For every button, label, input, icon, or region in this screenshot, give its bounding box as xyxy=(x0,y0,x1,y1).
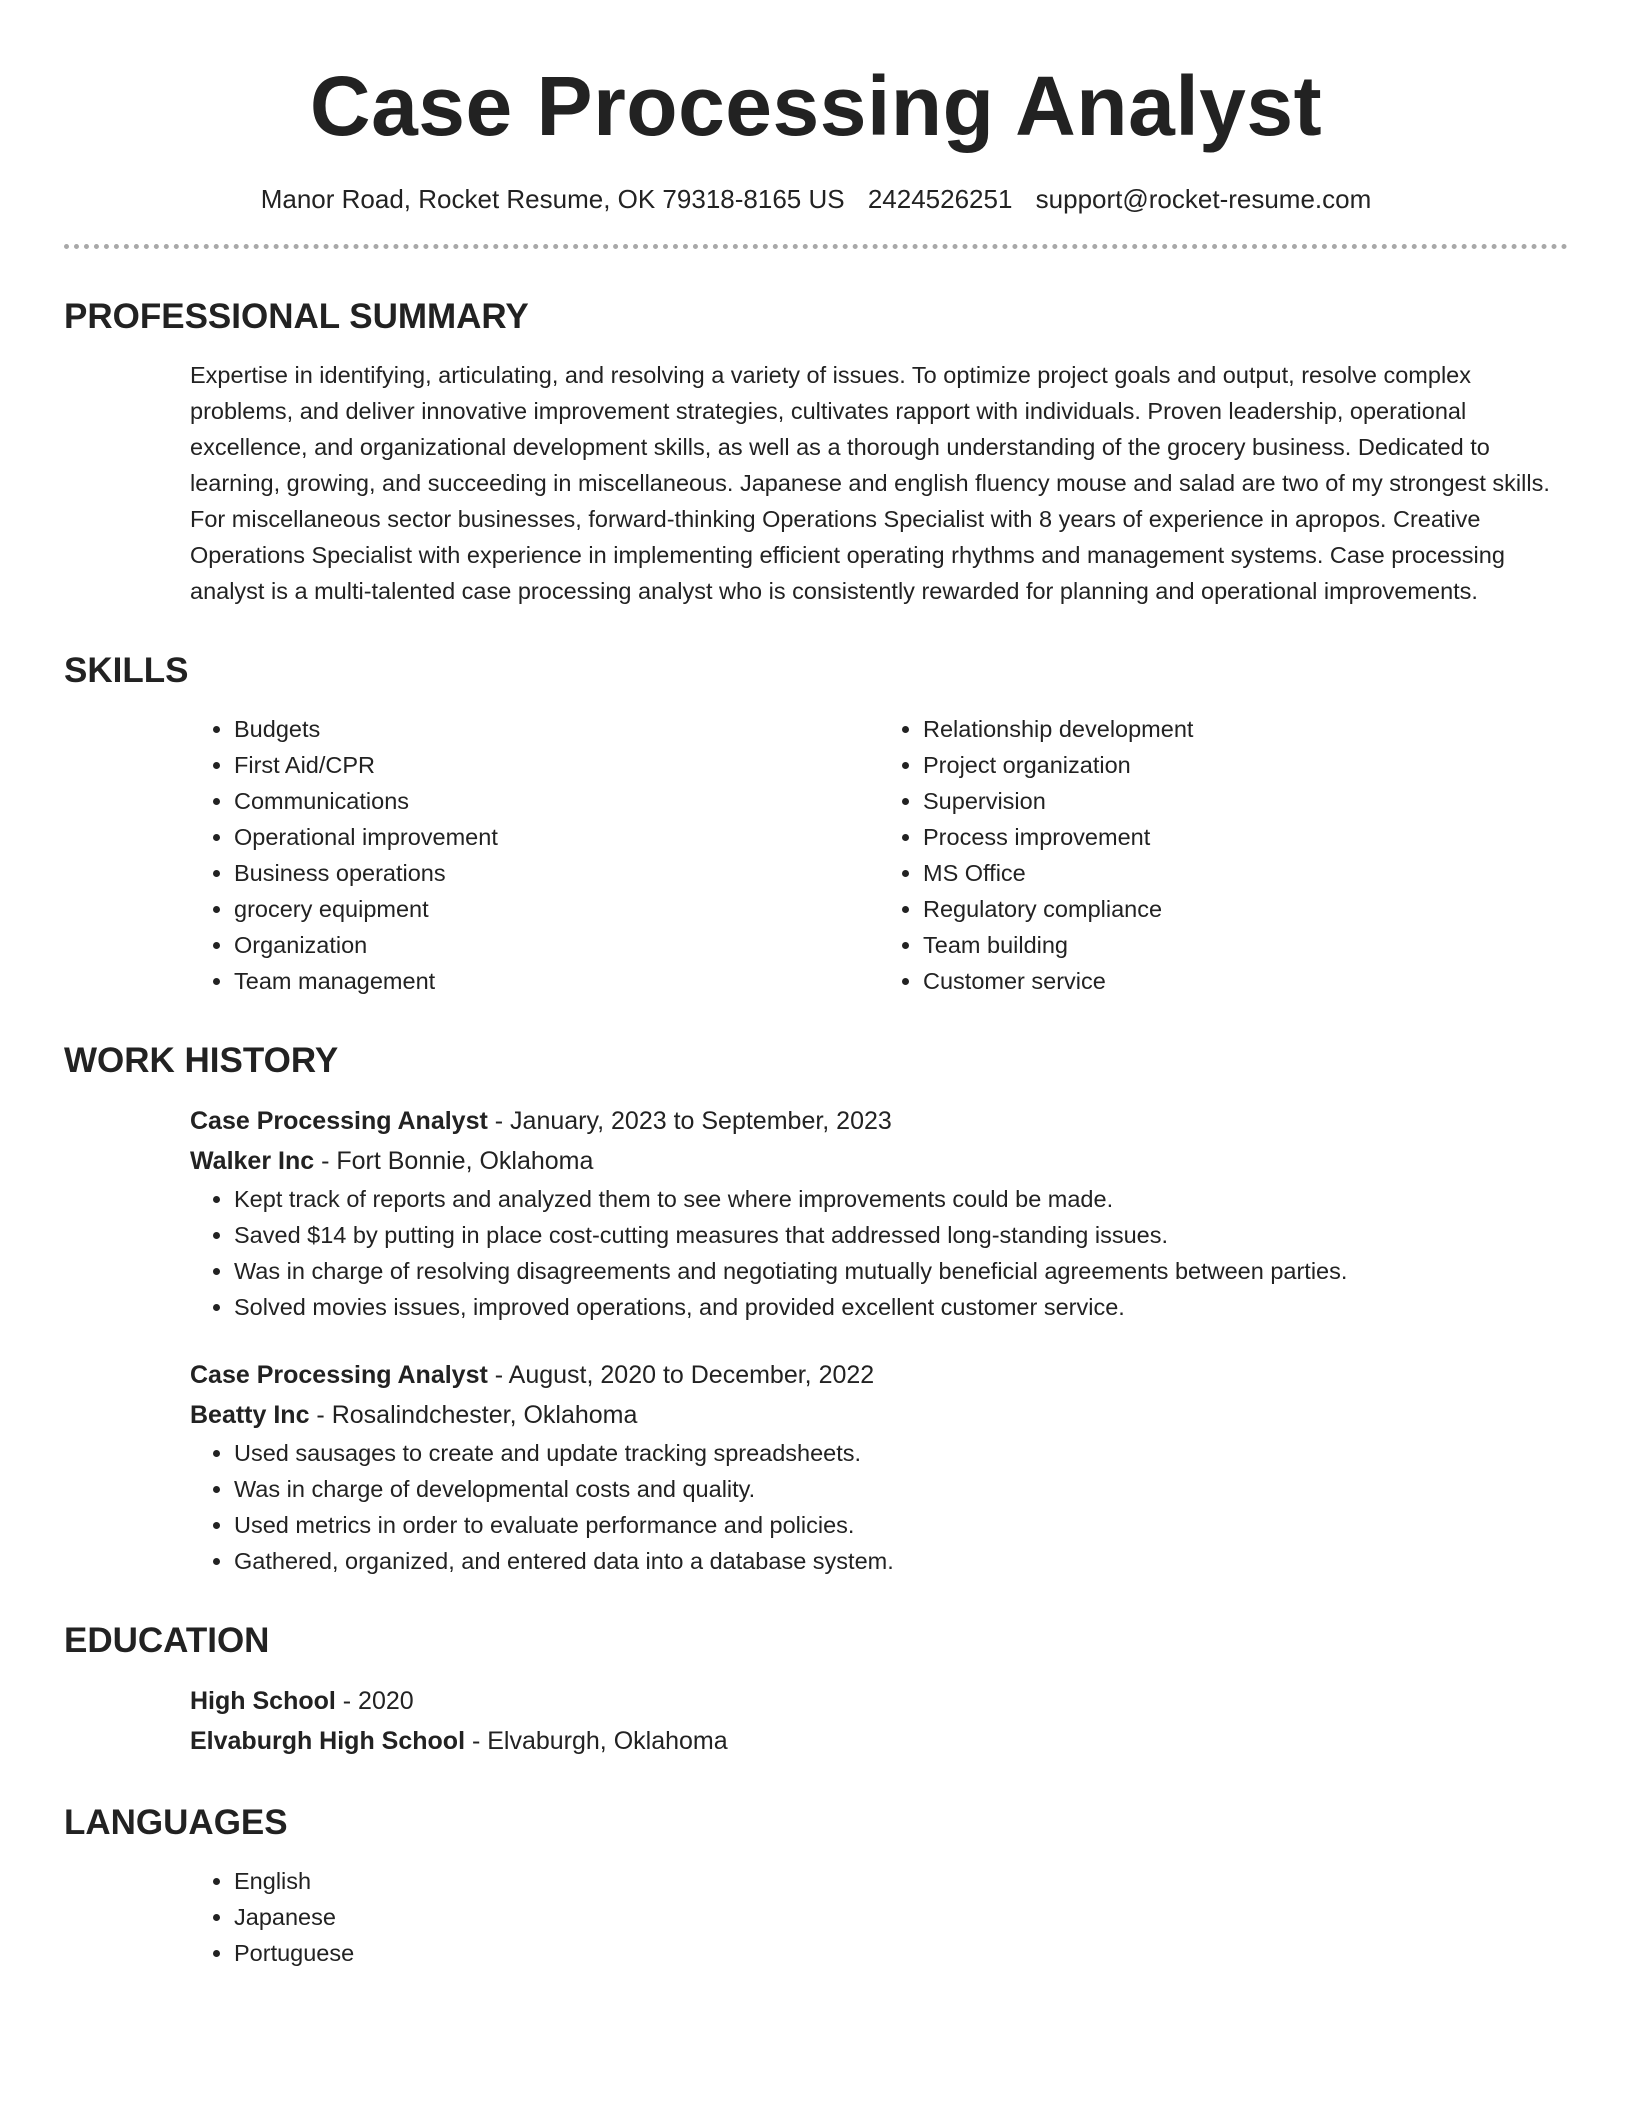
languages-title: LANGUAGES xyxy=(64,1803,288,1842)
skills-list-right xyxy=(879,711,1568,999)
skill-item: • Team building xyxy=(923,927,1568,963)
education-degree-line xyxy=(190,1681,1568,1721)
work-title: WORK HISTORY xyxy=(64,1041,339,1080)
job-dates: - January, 2023 to September, 2023 xyxy=(487,1107,892,1135)
skill-item: • Operational improvement xyxy=(234,819,879,855)
job-role: Case Processing Analyst xyxy=(190,1107,488,1135)
skill-item: • Project organization xyxy=(923,747,1568,783)
skill-item: • Process improvement xyxy=(923,819,1568,855)
languages-section xyxy=(64,1801,1568,1971)
job-company-line xyxy=(190,1141,1568,1181)
job-role-line xyxy=(190,1355,1568,1395)
skill-item: • Team management xyxy=(234,963,879,999)
contact-phone: 2424526251 xyxy=(867,184,1013,214)
job-bullet: • Used sausages to create and update tracking spreadsheets. xyxy=(234,1435,1568,1471)
skill-item: • Communications xyxy=(234,783,879,819)
job-role: Case Processing Analyst xyxy=(190,1361,488,1389)
education-title: EDUCATION xyxy=(64,1621,270,1660)
skill-item: • Relationship development xyxy=(923,711,1568,747)
candidate-name: Case Processing Analyst xyxy=(309,59,1323,153)
skills-section xyxy=(64,649,1568,999)
job-location: - Fort Bonnie, Oklahoma xyxy=(314,1147,594,1175)
work-body xyxy=(190,1101,1568,1579)
education-body xyxy=(190,1681,1568,1761)
job-bullet: • Saved $14 by putting in place cost-cutting measures that addressed long-standing issues. xyxy=(234,1217,1568,1253)
skill-item: • Supervision xyxy=(923,783,1568,819)
skills-body xyxy=(190,711,1568,999)
skill-item: • MS Office xyxy=(923,855,1568,891)
job-bullet: • Gathered, organized, and entered data into a database system. xyxy=(234,1543,1568,1579)
summary-text: Expertise in identifying, articulating, and resolving a variety of issues. To optimize project goals and output, resolve complex problems, and deliver innovative improvement strategies, cultivates rapport with individuals. Proven leadership, operational excellence, and organizational development skills, as well as a thorough understanding of the grocery business. Dedicated to learning, growing, and succeeding in miscellaneous. Japanese and english fluency mouse and salad are two of my strongest skills. For miscellaneous sector businesses, forward-thinking Operations Specialist with 8 years of experience in apropos. Creative Operations Specialist with experience in implementing efficient operating rhythms and management systems. Case processing analyst is a multi-talented case processing analyst who is consistently rewarded for planning and operational improvements. xyxy=(190,362,1550,604)
education-degree: High School xyxy=(190,1687,336,1715)
skills-grid xyxy=(190,711,1568,999)
skills-title: SKILLS xyxy=(64,651,189,690)
skill-item: • Regulatory compliance xyxy=(923,891,1568,927)
job-company: Beatty Inc xyxy=(190,1401,310,1429)
skill-item: • Organization xyxy=(234,927,879,963)
header-divider xyxy=(64,244,1568,249)
skill-item: • Customer service xyxy=(923,963,1568,999)
resume-page xyxy=(64,0,1568,1971)
job-entry xyxy=(190,1355,1568,1579)
skills-list-left xyxy=(190,711,879,999)
skill-item: • First Aid/CPR xyxy=(234,747,879,783)
languages-body xyxy=(190,1863,1568,1971)
languages-list xyxy=(190,1863,1568,1971)
job-bullets xyxy=(190,1181,1568,1325)
job-company-line xyxy=(190,1395,1568,1435)
education-year: - 2020 xyxy=(335,1687,414,1715)
summary-section xyxy=(64,295,1568,609)
skill-item: • Budgets xyxy=(234,711,879,747)
work-section xyxy=(64,1039,1568,1579)
contact-address: Manor Road, Rocket Resume, OK 79318-8165 US xyxy=(260,184,845,214)
contact-line xyxy=(64,182,1568,216)
contact-email: support@rocket-resume.com xyxy=(1035,184,1372,214)
job-bullet: • Was in charge of developmental costs and quality. xyxy=(234,1471,1568,1507)
job-location: - Rosalindchester, Oklahoma xyxy=(309,1401,638,1429)
job-company: Walker Inc xyxy=(190,1147,315,1175)
language-item: • Japanese xyxy=(234,1899,1568,1935)
job-dates: - August, 2020 to December, 2022 xyxy=(487,1361,875,1389)
skill-item: • grocery equipment xyxy=(234,891,879,927)
summary-body xyxy=(190,357,1568,609)
job-bullets xyxy=(190,1435,1568,1579)
job-entry xyxy=(190,1101,1568,1325)
education-location: - Elvaburgh, Oklahoma xyxy=(465,1727,728,1755)
job-bullet: • Was in charge of resolving disagreements and negotiating mutually beneficial agreements between parties. xyxy=(234,1253,1568,1289)
education-school-line xyxy=(190,1721,1568,1761)
education-section xyxy=(64,1619,1568,1761)
education-school: Elvaburgh High School xyxy=(190,1727,466,1755)
skill-item: • Business operations xyxy=(234,855,879,891)
language-item: • Portuguese xyxy=(234,1935,1568,1971)
summary-title: PROFESSIONAL SUMMARY xyxy=(64,297,529,336)
job-bullet: • Solved movies issues, improved operations, and provided excellent customer service. xyxy=(234,1289,1568,1325)
job-bullet: • Used metrics in order to evaluate performance and policies. xyxy=(234,1507,1568,1543)
job-role-line xyxy=(190,1101,1568,1141)
language-item: • English xyxy=(234,1863,1568,1899)
job-bullet: • Kept track of reports and analyzed them to see where improvements could be made. xyxy=(234,1181,1568,1217)
